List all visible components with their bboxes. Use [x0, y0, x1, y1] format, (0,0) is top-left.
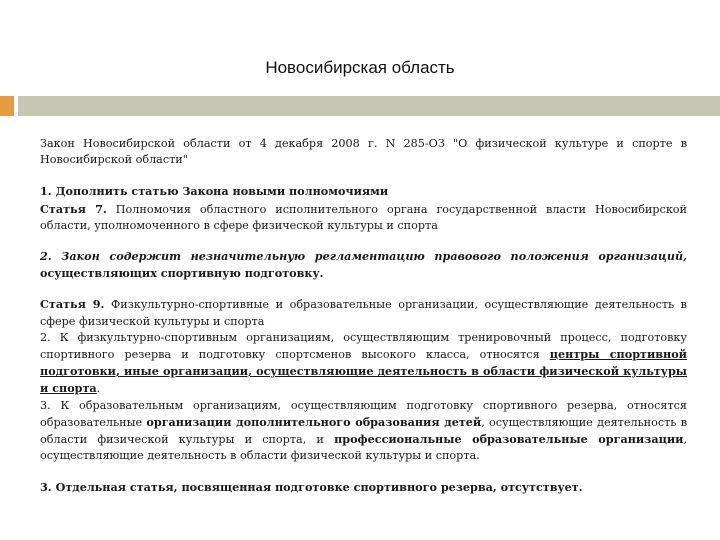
article-9-label: Статья 9.: [40, 297, 105, 312]
article-9-text: Физкультурно-спортивные и образовательные организации, осуществляющие деятельность в сфере физической культуры и спорта: [40, 298, 687, 328]
article-7-text: Полномочия областного исполнительного органа государственной власти Новосибирской области, уполномоченного в сфере физической культуры и спорта: [40, 202, 687, 232]
law-reference: Закон Новосибирской области от 4 декабря 2008 г. N 285-ОЗ "О физической культуре и спорте в Новосибирской области": [40, 137, 687, 167]
article-7-label: Статья 7.: [40, 201, 107, 216]
slide-body: [40, 136, 687, 497]
section-2-line-1: 2. Закон содержит незначительную регламентацию правового положения организаций,: [40, 249, 687, 264]
article-9-paragraph: [40, 296, 687, 329]
title-divider-bar: [18, 96, 720, 116]
article-9-point-3: 3. К образовательным организациям, осуществляющим подготовку спортивного резерва, относятся образовательные организации дополнительного образования детей, осуществляющие деятельность в области физической культуры и спорта, и профессиональные образовательные организации, осуществляющие деятельность в области физической культуры и спорта.: [40, 398, 688, 463]
sport-training-centers-emphasis: центры спортивной подготовки, иные организации, осуществляющие деятельность в области физической культуры и спорта: [40, 347, 687, 396]
article-9-point-2: 2. К физкультурно-спортивным организациям, осуществляющим тренировочный процесс, подготовку спортивного резерва и подготовку спортсменов высокого класса, относятся центры спортивной подготовки, иные организации, осуществляющие деятельность в области физической культуры и спорта.: [40, 330, 687, 396]
professional-education-emphasis: профессиональные образовательные организации: [334, 432, 684, 447]
accent-bar: [0, 96, 14, 116]
article-7-paragraph: [40, 201, 687, 234]
additional-education-emphasis: организации дополнительного образования детей: [146, 414, 482, 429]
section-3-statement: 3. Отдельная статья, посвященная подготовке спортивного резерва, отсутствует.: [40, 480, 583, 495]
slide-title: Новосибирская область: [265, 58, 455, 77]
section-1-heading: 1. Дополнить статью Закона новыми полномочиями: [40, 184, 389, 199]
section-2-line-2: осуществляющих спортивную подготовку.: [40, 266, 324, 281]
